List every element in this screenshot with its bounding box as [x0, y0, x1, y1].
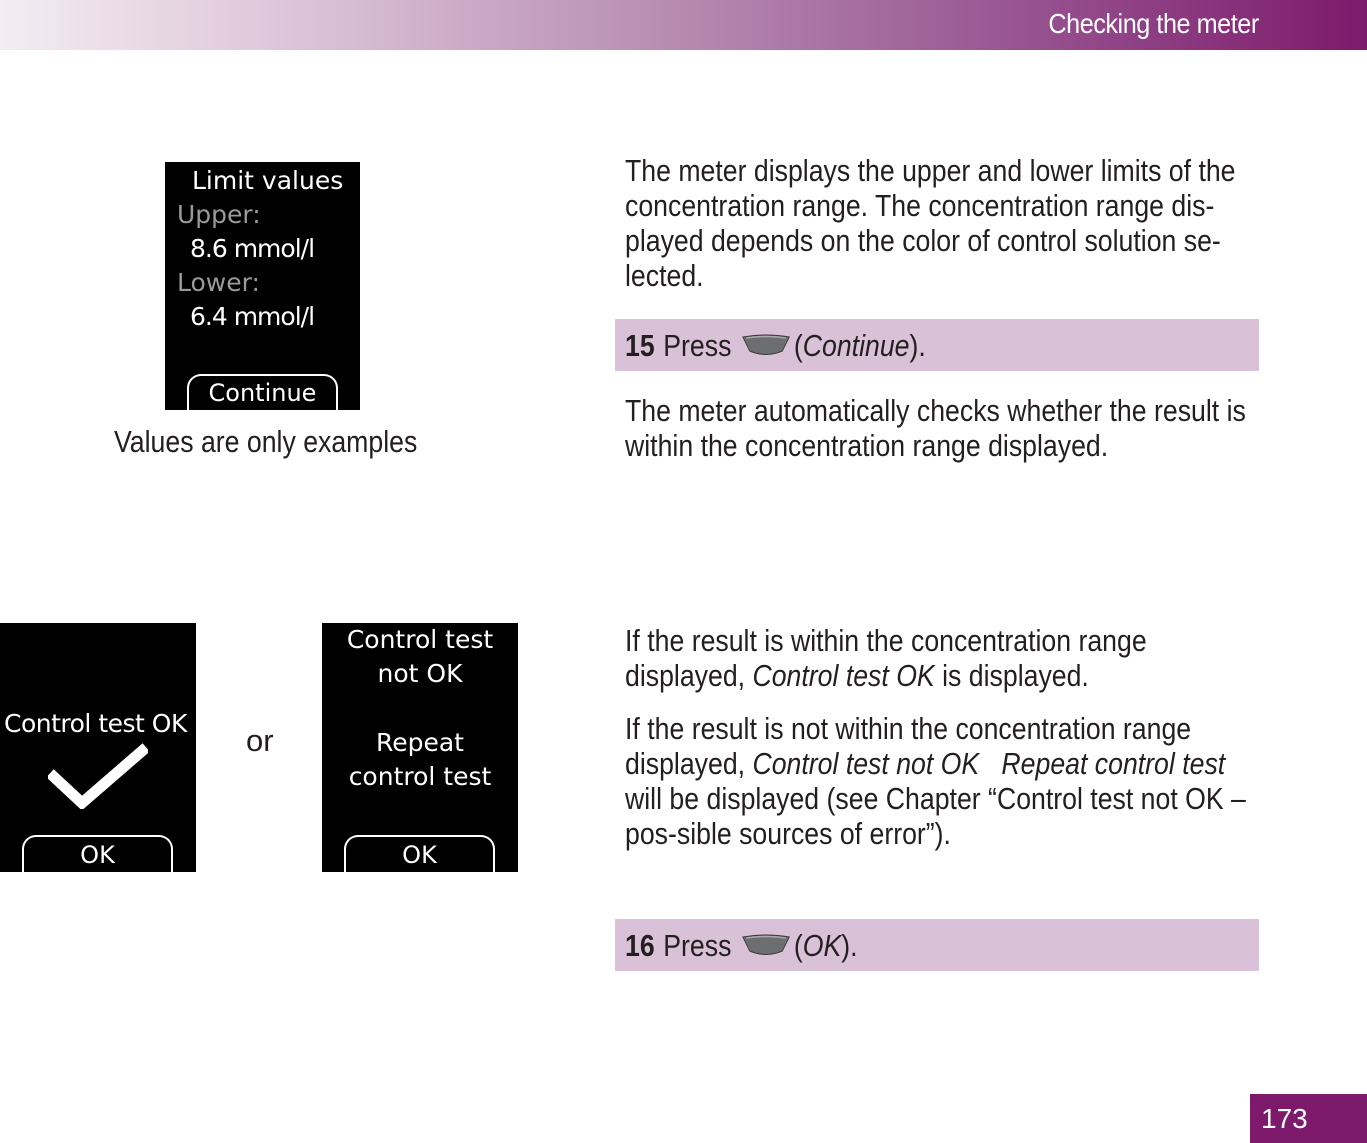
screen-title: Limit values — [192, 166, 344, 195]
ok-message: Control test OK — [4, 709, 187, 738]
examples-caption: Values are only examples — [114, 424, 418, 459]
paragraph-result-ok: If the result is within the concentration range displayed, Control test OK is displayed. — [625, 623, 1147, 693]
step-number: 15 — [625, 328, 655, 363]
not-ok-line4: control test — [348, 762, 492, 791]
not-ok-line3: Repeat — [375, 728, 464, 757]
control-ok-screen — [0, 623, 196, 872]
upper-label: Upper: — [177, 200, 261, 229]
step-number: 16 — [625, 928, 655, 963]
continue-softkey[interactable]: Continue — [187, 374, 338, 410]
ok-softkey-2[interactable]: OK — [344, 835, 495, 872]
header-bar — [0, 0, 1367, 50]
step-press: Press — [663, 328, 732, 363]
not-ok-line2: not OK — [377, 659, 463, 688]
upper-value: 8.6 mmol/l — [190, 234, 315, 263]
limit-values-screen — [165, 162, 360, 410]
page-number-tab — [1250, 1094, 1367, 1143]
section-title: Checking the meter — [1048, 8, 1259, 39]
softkey-button-icon — [742, 334, 790, 356]
continue-label: Continue — [802, 328, 910, 363]
paragraph-result-not-ok: If the result is not within the concentration range displayed, Control test not OK Repeat control test will be displayed (see Chapter “Control test not OK – pos-sible sources of error”). — [625, 711, 1246, 851]
ok-softkey[interactable]: OK — [22, 835, 173, 872]
lower-value: 6.4 mmol/l — [190, 302, 315, 331]
softkey-button-icon — [742, 934, 790, 956]
control-not-ok-screen — [322, 623, 518, 872]
step-16: 16 Press (OK). — [615, 919, 1259, 971]
ok-label: OK — [802, 928, 842, 963]
page-number: 173 — [1261, 1103, 1308, 1134]
not-ok-line1: Control test — [346, 625, 494, 654]
step-15: 15 Press (Continue). — [615, 319, 1259, 371]
step-press: Press — [663, 928, 732, 963]
paragraph-limits: The meter displays the upper and lower limits of the concentration range. The concentration range dis-played depends on the color of control solution se-lected. — [625, 153, 1236, 293]
paragraph-automatic-check: The meter automatically checks whether the result is within the concentration range displayed. — [625, 393, 1246, 463]
checkmark-icon — [48, 743, 148, 809]
or-caption: or — [246, 723, 274, 758]
lower-label: Lower: — [177, 268, 260, 297]
